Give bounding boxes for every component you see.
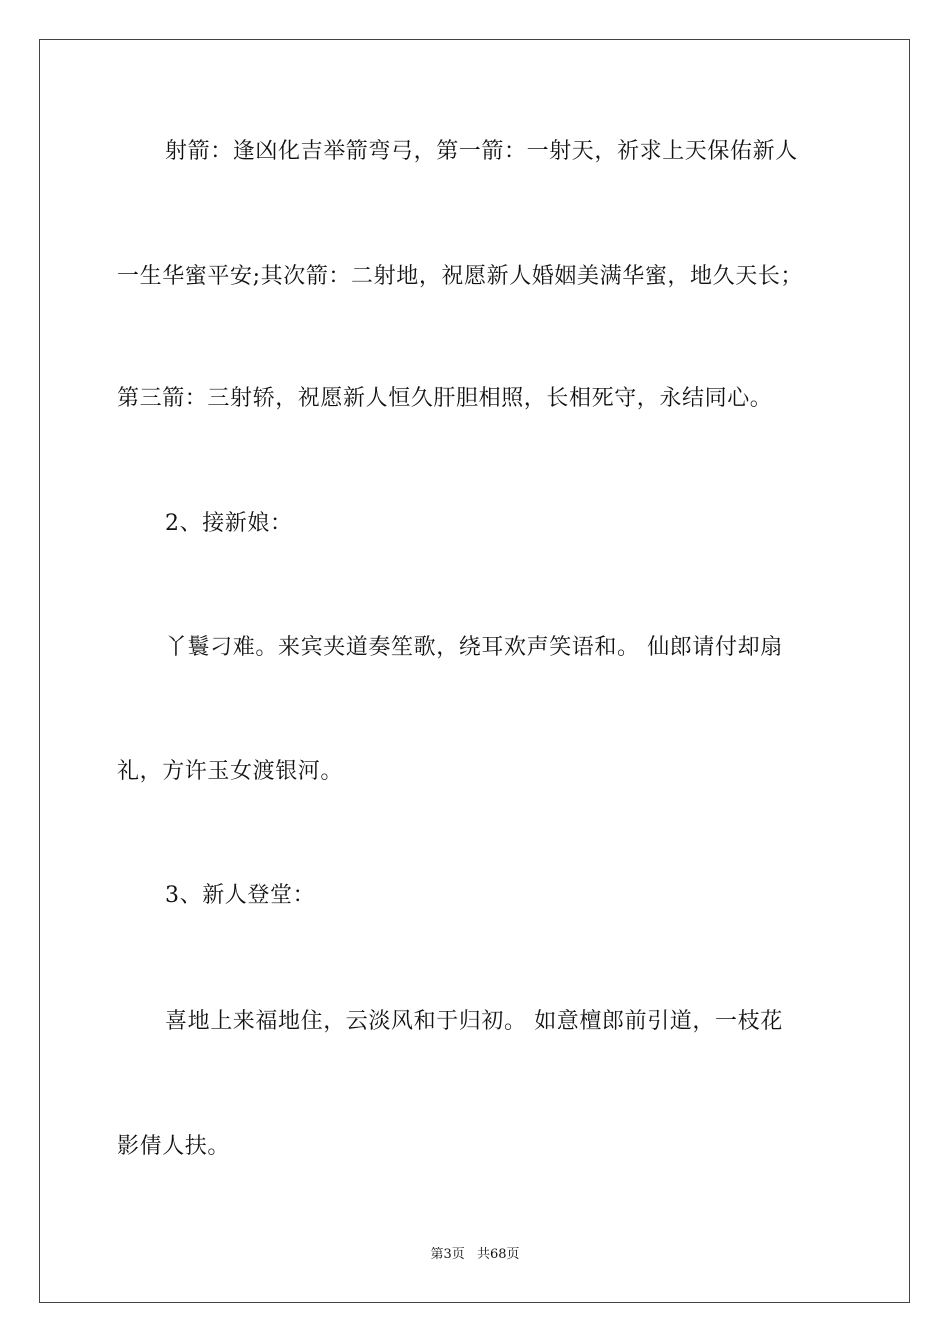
page-footer: [0, 1246, 950, 1264]
paragraph-line: 射箭：逢凶化吉举箭弯弓，第一箭：一射天，祈求上天保佑新人: [165, 139, 798, 164]
page-number: 第3页: [430, 1247, 465, 1262]
page-total: 共68页: [476, 1247, 520, 1262]
paragraph-line: 第三箭：三射轿，祝愿新人恒久肝胆相照，长相死守，永结同心。: [117, 386, 773, 411]
paragraph-line: 影倩人扶。: [117, 1134, 231, 1159]
paragraph-line: 礼，方许玉女渡银河。: [117, 759, 344, 784]
page-border: [39, 39, 910, 1303]
paragraph-line: 一生华蜜平安;其次箭：二射地，祝愿新人婚姻美满华蜜，地久天长；: [117, 264, 804, 289]
paragraph-line: 丫鬟刁难。来宾夹道奏笙歌，绕耳欢声笑语和。 仙郎请付却扇: [165, 635, 783, 660]
paragraph-line: 喜地上来福地住，云淡风和于归初。 如意檀郎前引道，一枝花: [165, 1009, 783, 1034]
section-heading: 3、新人登堂：: [165, 883, 316, 908]
section-heading: 2、接新娘：: [165, 511, 293, 536]
